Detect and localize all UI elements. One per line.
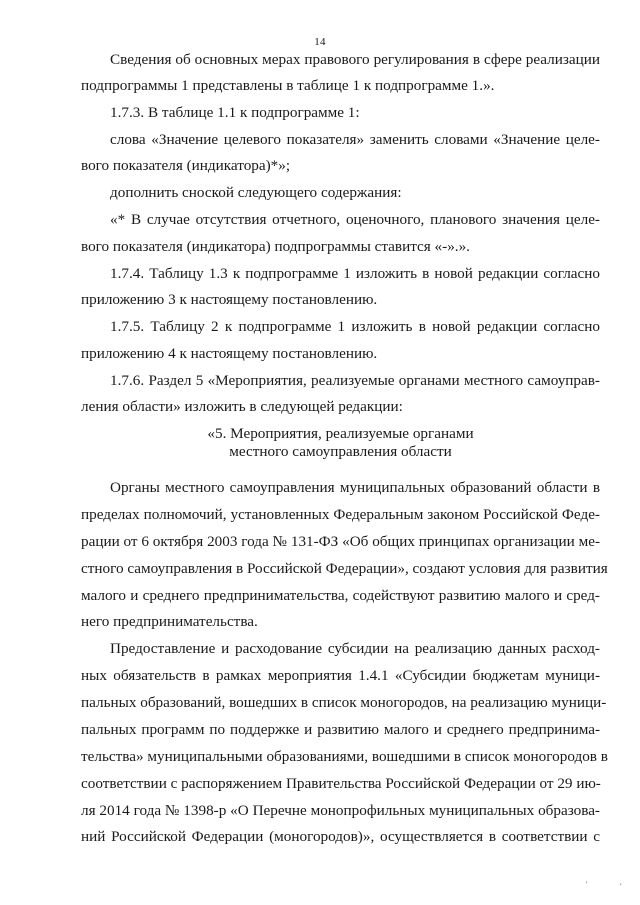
text-line: «* В случае отсутствия отчетного, оценочного, планового значения целе-	[110, 211, 600, 228]
text-line: ний Российской Федерации (моногородов)», осуществляется в соответствии с	[81, 828, 600, 845]
text-line: рации от 6 октября 2003 года № 131-ФЗ «Об общих принципах организации ме-	[81, 533, 600, 550]
text-line: 1.7.5. Таблицу 2 к подпрограмме 1 изложить в новой редакции согласно	[110, 318, 600, 335]
text-line: 1.7.4. Таблицу 1.3 к подпрограмме 1 изложить в новой редакции согласно	[110, 265, 600, 282]
text-line: тельства» муниципальными образованиями, вошедшими в список моногородов в	[81, 748, 608, 765]
text-line: пределах полномочий, установленных Федеральным законом Российской Феде-	[81, 506, 600, 523]
text-line: вого показателя (индикатора)*»;	[81, 157, 291, 174]
section-heading-line: «5. Мероприятия, реализуемые органами	[207, 425, 474, 442]
text-line: Предоставление и расходование субсидии на реализацию данных расход-	[110, 640, 600, 657]
scan-mark: '	[586, 880, 588, 889]
text-line: ля 2014 года № 1398-р «О Перечне монопрофильных муниципальных образова-	[81, 802, 600, 819]
text-line: приложению 3 к настоящему постановлению.	[81, 291, 378, 308]
scan-mark: '	[620, 882, 622, 891]
text-line: приложению 4 к настоящему постановлению.	[81, 345, 378, 362]
text-line: 1.7.6. Раздел 5 «Мероприятия, реализуемые органами местного самоуправ-	[110, 372, 600, 389]
text-line: пальных образований, вошедших в список моногородов, на реализацию муници-	[81, 694, 607, 711]
section-heading-line: местного самоуправления области	[229, 443, 452, 460]
text-line: малого и среднего предпринимательства, содействуют развитию малого и сред-	[81, 587, 600, 604]
text-line: стного самоуправления в Российской Федерации», создают условия для развития	[81, 560, 608, 577]
text-line: ных обязательств в рамках мероприятия 1.4.1 «Субсидии бюджетам муници-	[81, 667, 600, 684]
text-line: дополнить сноской следующего содержания:	[110, 184, 402, 201]
text-line: соответствии с распоряжением Правительства Российской Федерации от 29 ию-	[81, 775, 601, 792]
text-line: него предпринимательства.	[81, 613, 258, 630]
text-line: Органы местного самоуправления муниципальных образований области в	[110, 479, 600, 496]
text-line: пальных программ по поддержке и развитию малого и среднего предпринима-	[81, 721, 600, 738]
text-line: вого показателя (индикатора) подпрограммы ставится «-».».	[81, 238, 470, 255]
text-line: ления области» изложить в следующей редакции:	[81, 398, 403, 415]
text-line: подпрограммы 1 представлены в таблице 1 к подпрограмме 1.».	[81, 77, 495, 94]
text-line: Сведения об основных мерах правового регулирования в сфере реализации	[110, 51, 600, 68]
page-number: 14	[314, 36, 326, 48]
text-line: 1.7.3. В таблице 1.1 к подпрограмме 1:	[110, 104, 360, 121]
text-line: слова «Значение целевого показателя» заменить словами «Значение целе-	[110, 131, 600, 148]
